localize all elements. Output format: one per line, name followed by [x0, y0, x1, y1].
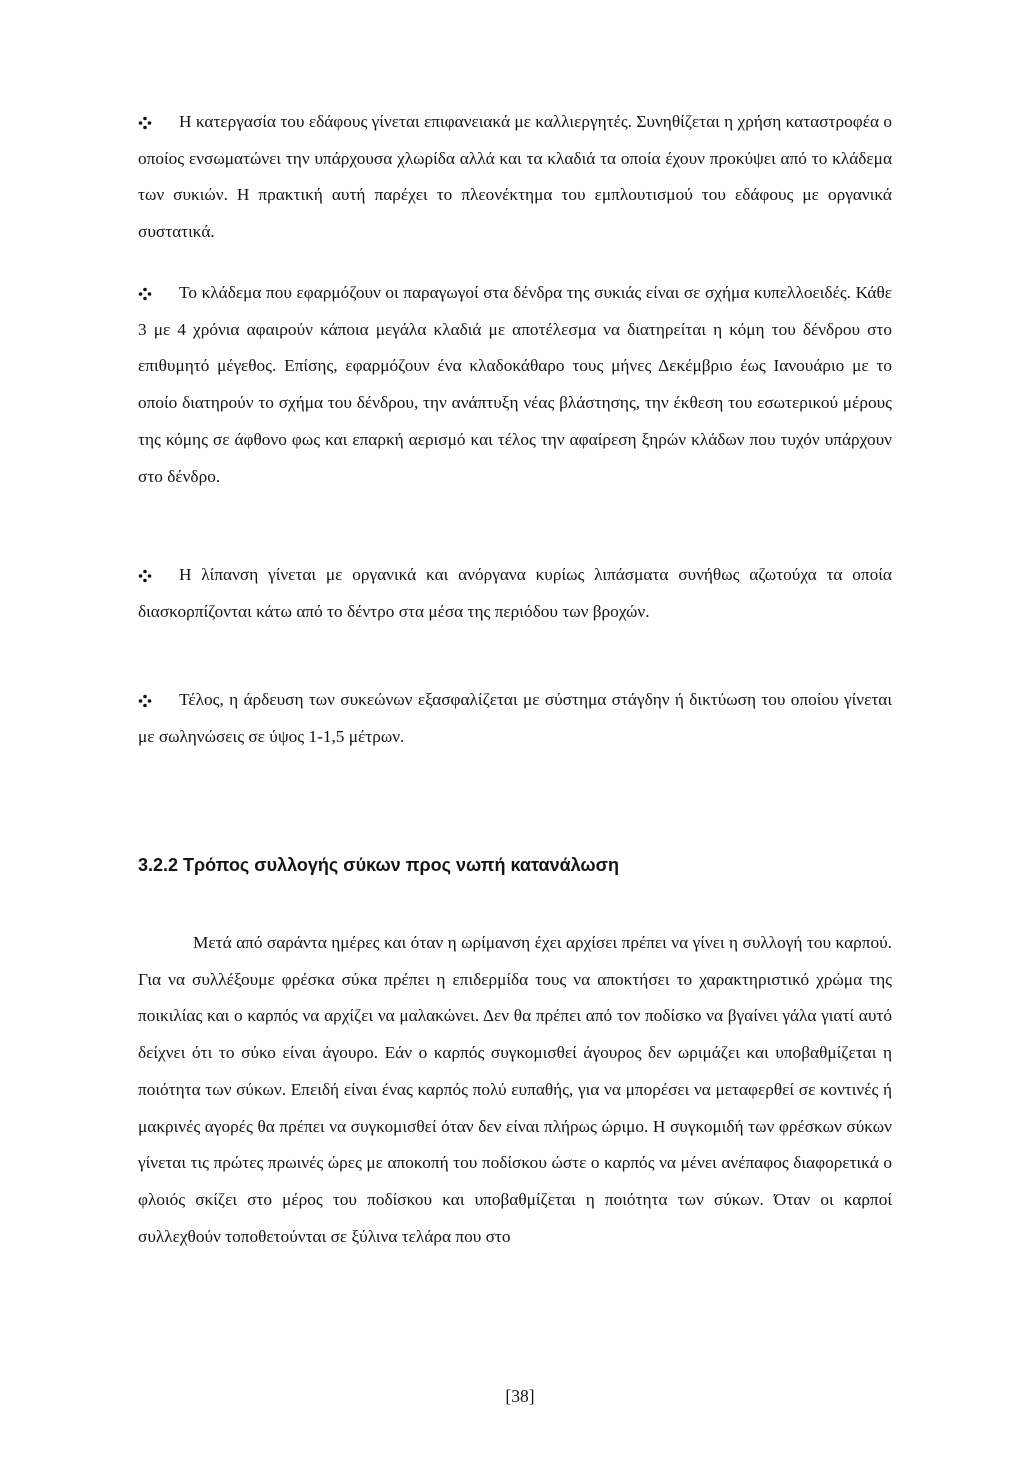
- page-number: [38]: [505, 1386, 535, 1406]
- bullet-text: Η κατεργασία του εδάφους γίνεται επιφανειακά με καλλιεργητές. Συνηθίζεται η χρήση καταστροφέα ο οποίος ενσωματώνει την υπάρχουσα χλωρίδα αλλά και τα κλαδιά τα οποία έχουν προκύψει από το κλάδεμα των συκιών. Η πρακτική αυτή παρέχει το πλεονέκτημα του εμπλουτισμού του εδάφους με οργανικά συστατικά.: [138, 112, 892, 242]
- bullet-item-irrigation: [138, 690, 892, 755]
- diamond-bullet-icon: [138, 694, 152, 708]
- section-paragraph: Μετά από σαράντα ημέρες και όταν η ωρίμανση έχει αρχίσει πρέπει να γίνει η συλλογή του καρπού. Για να συλλέξουμε φρέσκα σύκα πρέπει η επιδερμίδα τους να αποκτήσει το χαρακτηριστικό χρώμα της ποικιλίας και ο καρπός να αρχίζει να μαλακώνει. Δεν θα πρέπει από τον ποδίσκο να βγαίνει γάλα γιατί αυτό δείχνει ότι το σύκο είναι άγουρο. Εάν ο καρπός συγκομισθεί άγουρος δεν ωριμάζει και υποβαθμίζεται η ποιότητα των σύκων. Επειδή είναι ένας καρπός πολύ ευπαθής, για να μπορέσει να μεταφερθεί σε κοντινές ή μακρινές αγορές θα πρέπει να συγκομισθεί όταν δεν είναι πλήρως ώριμο. Η συγκομιδή των φρέσκων σύκων γίνεται τις πρώτες πρωινές ώρες με αποκοπή του ποδίσκου ώστε ο καρπός να μένει ανέπαφος διαφορετικά ο φλοιός σκίζει στο μέρος του ποδίσκου και υποβαθμίζεται η ποιότητα των σύκων. Όταν οι καρποί συλλεχθούν τοποθετούνται σε ξύλινα τελάρα που στο: [138, 933, 892, 1246]
- bullet-item-fertilization: [138, 565, 892, 630]
- bullet-text: Η λίπανση γίνεται με οργανικά και ανόργανα κυρίως λιπάσματα συνήθως αζωτούχα τα οποία διασκορπίζονται κάτω από το δέντρο στα μέσα της περιόδου των βροχών.: [138, 565, 892, 621]
- diamond-bullet-icon: [138, 287, 152, 301]
- diamond-bullet-icon: [138, 569, 152, 583]
- bullet-text: Τέλος, η άρδευση των συκεώνων εξασφαλίζεται με σύστημα στάγδην ή δικτύωση του οποίου γίνεται με σωληνώσεις σε ύψος 1-1,5 μέτρων.: [138, 690, 892, 746]
- bullet-item-pruning: [138, 283, 892, 495]
- bullet-item-soil-cultivation: [138, 112, 892, 251]
- bullet-text: Το κλάδεμα που εφαρμόζουν οι παραγωγοί στα δένδρα της συκιάς είναι σε σχήμα κυπελλοειδές. Κάθε 3 με 4 χρόνια αφαιρούν κάποια μεγάλα κλαδιά με αποτέλεσμα να διατηρείται η κόμη του δένδρου στο επιθυμητό μέγεθος. Επίσης, εφαρμόζουν ένα κλαδοκάθαρο τους μήνες Δεκέμβριο έως Ιανουάριο με το οποίο διατηρούν το σχήμα του δένδρου, την ανάπτυξη νέας βλάστησης, την έκθεση του εσωτερικού μέρους της κόμης σε άφθονο φως και επαρκή αερισμό και τέλος την αφαίρεση ξηρών κλάδων που τυχόν υπάρχουν στο δένδρο.: [138, 283, 892, 486]
- diamond-bullet-icon: [138, 116, 152, 130]
- section-heading: 3.2.2 Τρόπος συλλογής σύκων προς νωπή κατανάλωση: [138, 855, 619, 875]
